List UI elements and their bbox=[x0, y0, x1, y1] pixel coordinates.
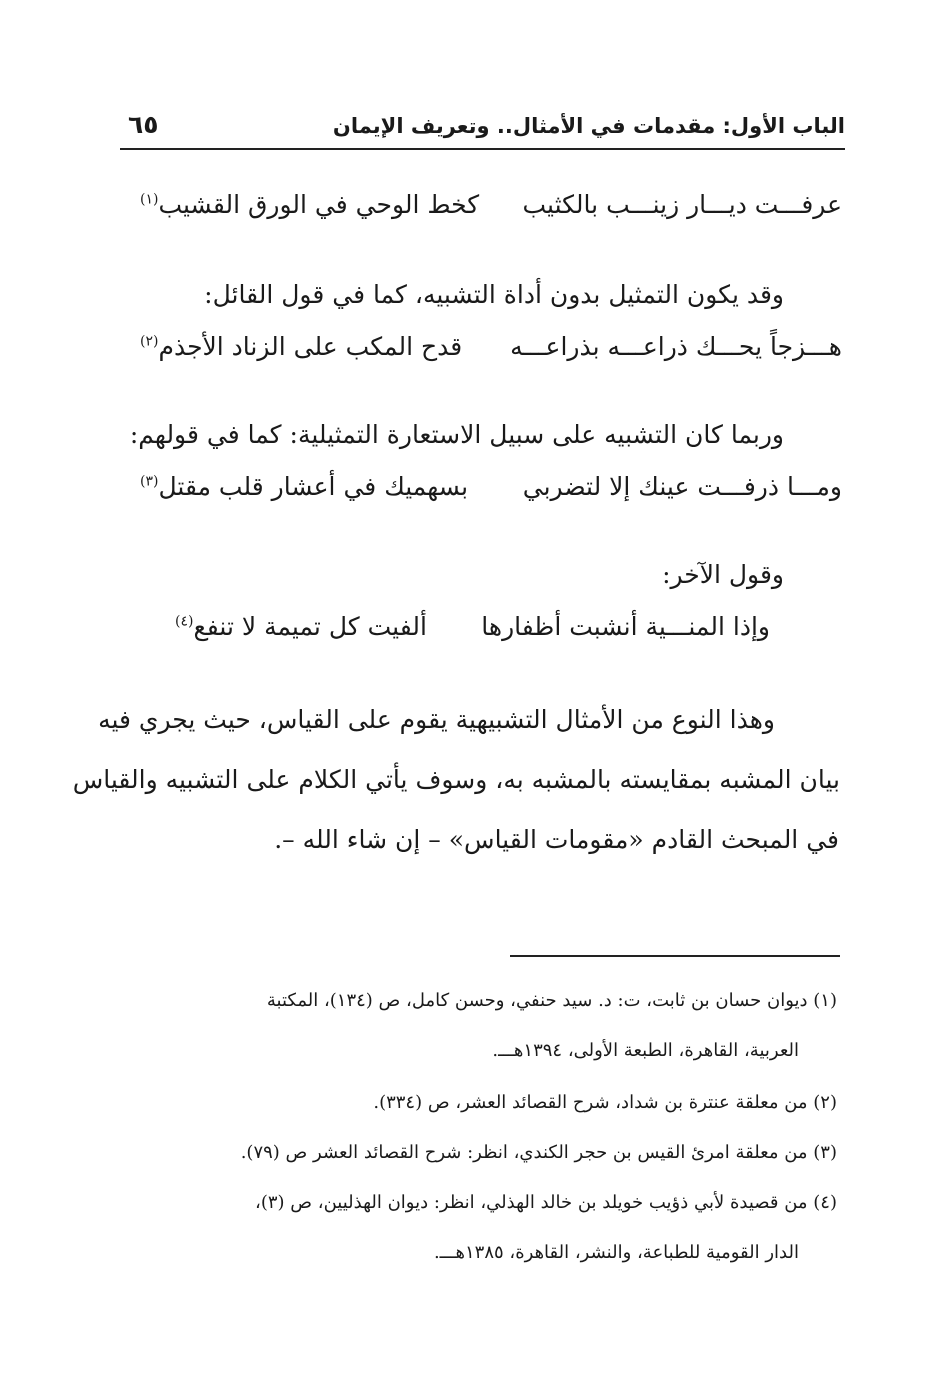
footnote-1-line-2: العربية، القاهرة، الطبعة الأولى، ١٣٩٤هـــ. bbox=[492, 1040, 799, 1061]
intro-line-3: وقول الآخر: bbox=[662, 560, 784, 589]
running-header bbox=[120, 108, 845, 150]
intro-line-2: وربما كان التشبيه على سبيل الاستعارة التمثيلية: كما في قولهم: bbox=[129, 420, 784, 449]
verse-1-first-hemistich-text: عرفـــت ديـــار زينـــب بالكثيب bbox=[522, 190, 842, 219]
verse-4-first-hemistich-text: وإذا المنـــية أنشبت أظفارها bbox=[481, 612, 770, 641]
verse-1-second-hemistich-text: كخط الوحي في الورق القشيب bbox=[158, 190, 480, 219]
verse-1-second-hemistich bbox=[140, 190, 479, 219]
verse-3-first-hemistich bbox=[523, 472, 842, 501]
verse-4-second-hemistich bbox=[175, 612, 427, 641]
verse-2-first-hemistich-text: هـــزجاً يحـــك ذراعـــه بذراعـــه bbox=[510, 332, 842, 361]
verse-2-first-hemistich bbox=[510, 332, 842, 361]
footnote-ref-2: (٢) bbox=[140, 333, 159, 350]
footnote-1-line-1: (١) ديوان حسان بن ثابت، ت: د. سيد حنفي، وحسن كامل، ص (١٣٤)، المكتبة bbox=[266, 990, 837, 1011]
verse-3-first-hemistich-text: ومـــا ذرفـــت عينك إلا لتضربي bbox=[522, 472, 842, 501]
verse-1-first-hemistich bbox=[522, 190, 842, 219]
footnote-4-line-2: الدار القومية للطباعة، والنشر، القاهرة، ١٣٨٥هـــ. bbox=[433, 1242, 799, 1263]
page-number: ٦٥ bbox=[128, 110, 159, 139]
verse-4 bbox=[170, 612, 770, 656]
footnote-ref-4: (٤) bbox=[175, 613, 194, 630]
intro-line-1: وقد يكون التمثيل بدون أداة التشبيه، كما في قول القائل: bbox=[204, 280, 784, 309]
verse-1 bbox=[120, 190, 842, 234]
verse-4-first-hemistich bbox=[481, 612, 770, 641]
footnote-separator bbox=[510, 955, 840, 957]
paragraph-line-3: في المبحث القادم «مقومات القياس» – إن شاء الله –. bbox=[274, 825, 839, 854]
verse-2 bbox=[120, 332, 842, 376]
verse-2-second-hemistich-text: قدح المكب على الزناد الأجذم bbox=[158, 332, 463, 361]
verse-3 bbox=[120, 472, 842, 516]
chapter-title: الباب الأول: مقدمات في الأمثال.. وتعريف الإيمان bbox=[332, 114, 845, 138]
paragraph-line-1: وهذا النوع من الأمثال التشبيهية يقوم على القياس، حيث يجري فيه bbox=[98, 705, 775, 734]
footnote-4-line-1: (٤) من قصيدة لأبي ذؤيب خويلد بن خالد الهذلي، انظر: ديوان الهذليين، ص (٣)، bbox=[255, 1192, 837, 1213]
paragraph-line-2: بيان المشبه بمقايسته بالمشبه به، وسوف يأتي الكلام على التشبيه والقياس bbox=[72, 765, 840, 794]
footnote-2: (٢) من معلقة عنترة بن شداد، شرح القصائد العشر، ص (٣٣٤). bbox=[373, 1092, 837, 1113]
footnote-ref-3: (٣) bbox=[140, 473, 159, 490]
footnote-ref-1: (١) bbox=[140, 191, 159, 208]
verse-2-second-hemistich bbox=[140, 332, 462, 361]
verse-3-second-hemistich bbox=[140, 472, 468, 501]
footnote-3: (٣) من معلقة امرئ القيس بن حجر الكندي، انظر: شرح القصائد العشر ص (٧٩). bbox=[240, 1142, 837, 1163]
verse-4-second-hemistich-text: ألفيت كل تميمة لا تنفع bbox=[193, 612, 427, 641]
verse-3-second-hemistich-text: بسهميك في أعشار قلب مقتل bbox=[158, 472, 469, 501]
